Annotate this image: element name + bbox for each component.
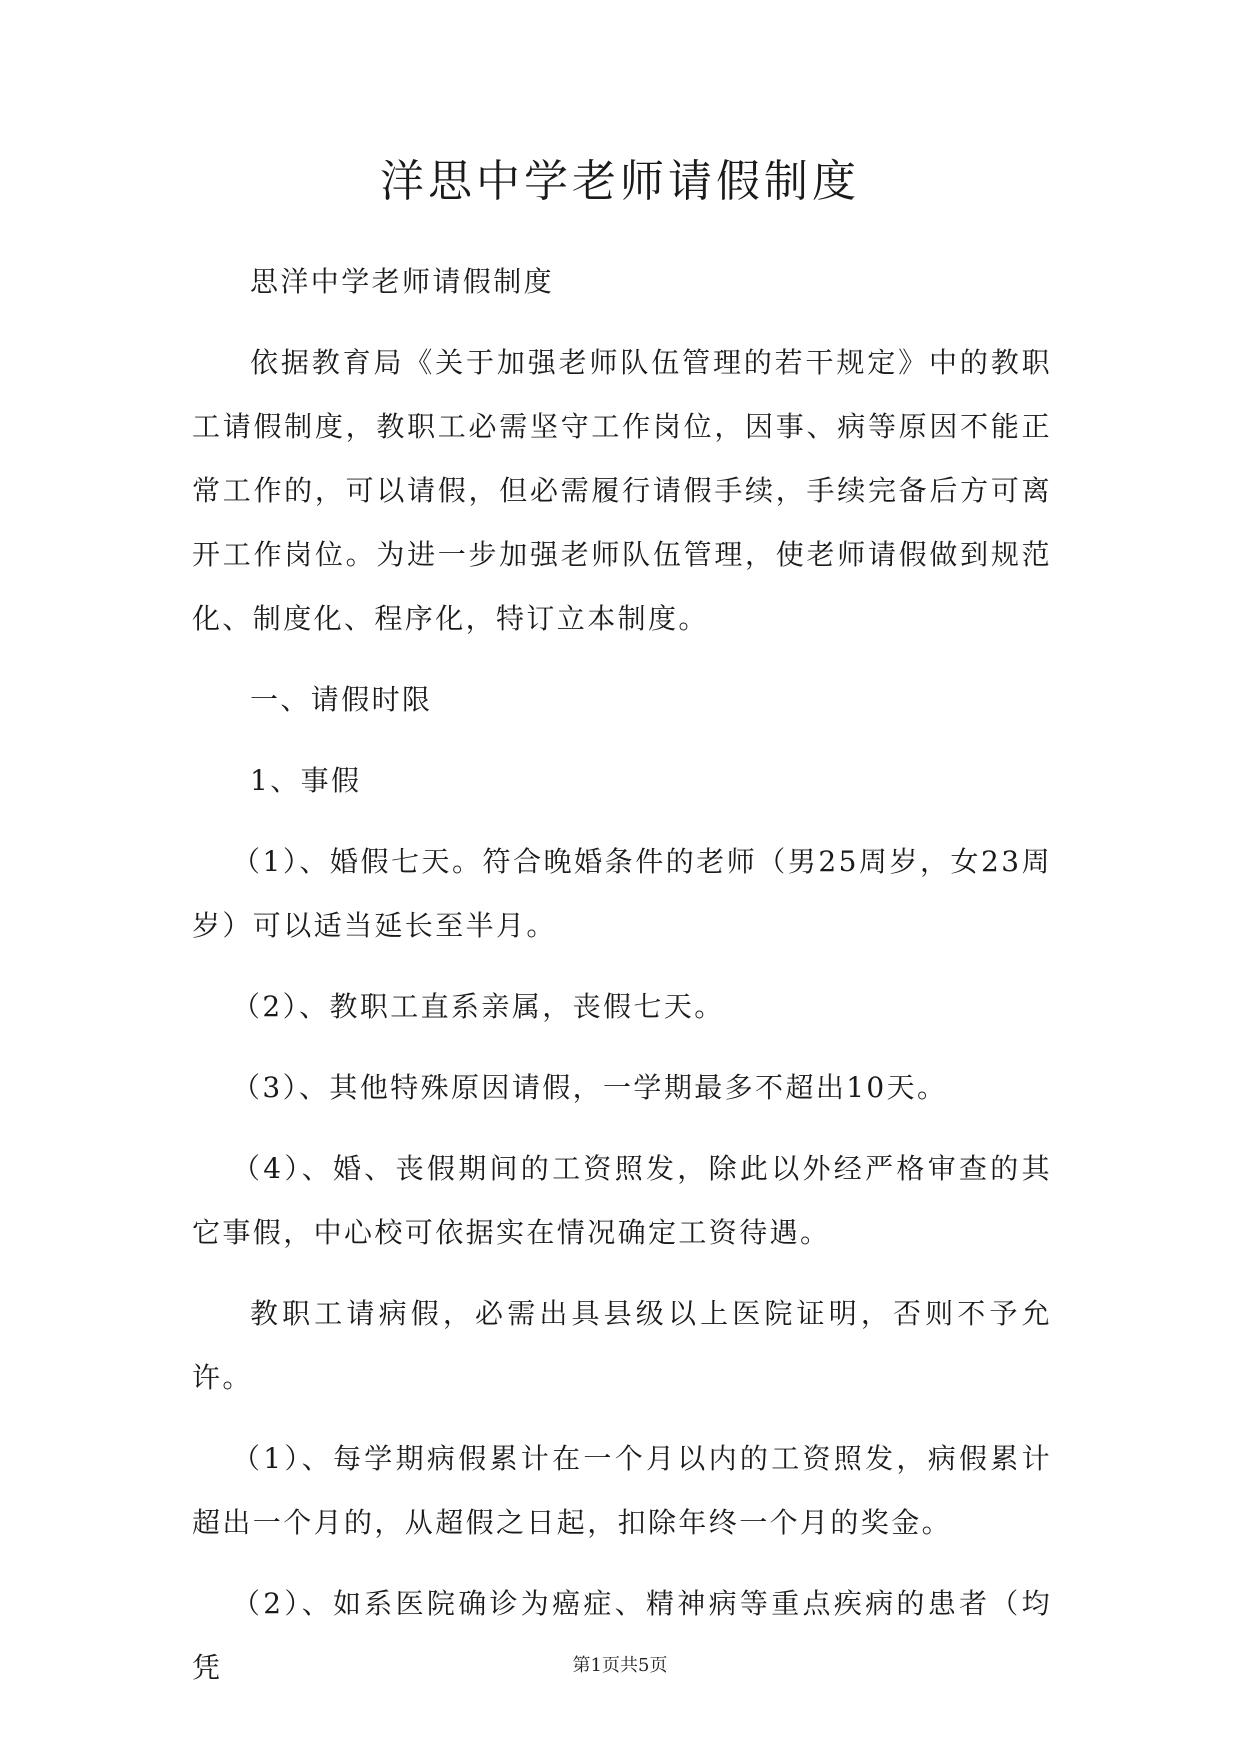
page-number: 第1页共5页 xyxy=(572,1655,668,1676)
list-item-bereavement-leave: （2）、教职工直系亲属，丧假七天。 xyxy=(232,990,725,1023)
document-body xyxy=(192,250,1052,1717)
subsection-personal-leave: 1、事假 xyxy=(250,764,362,797)
paragraph-intro: 依据教育局《关于加强老师队伍管理的若干规定》中的教职工请假制度，教职工必需坚守工作岗位，因事、病等原因不能正常工作的，可以请假，但必需履行请假手续，手续完备后方可离开工作岗位。为进一步加强老师队伍管理，使老师请假做到规范化、制度化、程序化，特订立本制度。 xyxy=(192,346,1052,635)
paragraph-subtitle: 思洋中学老师请假制度 xyxy=(250,265,555,298)
list-item-special-leave: （3）、其他特殊原因请假，一学期最多不超出10天。 xyxy=(232,1071,948,1104)
list-item-salary-rules: （4）、婚、丧假期间的工资照发，除此以外经严格审查的其它事假，中心校可依据实在情况确定工资待遇。 xyxy=(192,1152,1052,1249)
list-item-sick-leave-salary: （1）、每学期病假累计在一个月以内的工资照发，病假累计超出一个月的，从超假之日起，扣除年终一个月的奖金。 xyxy=(192,1442,1052,1539)
list-item-serious-illness: （2）、如系医院确诊为癌症、精神病等重点疾病的患者（均凭 xyxy=(192,1587,1052,1684)
paragraph-sick-leave: 教职工请病假，必需出具县级以上医院证明，否则不予允许。 xyxy=(192,1297,1052,1394)
list-item-marriage-leave: （1）、婚假七天。符合晚婚条件的老师（男25周岁，女23周岁）可以适当延长至半月。 xyxy=(192,845,1052,942)
document-title: 洋思中学老师请假制度 xyxy=(380,156,860,207)
section-heading-leave-limits: 一、请假时限 xyxy=(250,683,433,716)
